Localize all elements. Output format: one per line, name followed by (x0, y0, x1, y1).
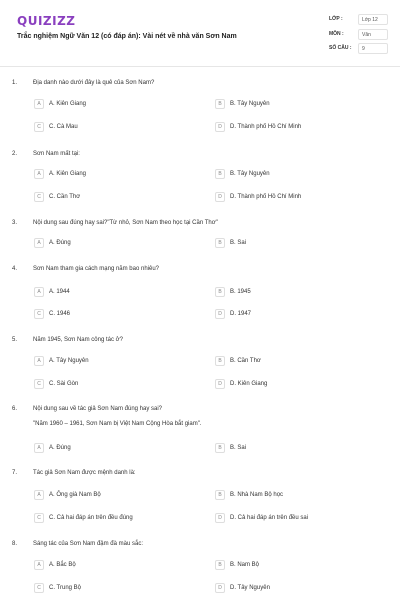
option-text: C. Trung Bộ (49, 585, 82, 591)
option-text: B. 1945 (230, 289, 251, 295)
option-letter-box: D (215, 379, 225, 389)
meta-grade (329, 14, 387, 25)
option-text: C. 1946 (49, 311, 71, 317)
option-text: C. Cần Thơ (49, 194, 81, 200)
option-text: B. Tây Nguyên (230, 171, 270, 177)
option-text: D. Thành phố Hồ Chí Minh (230, 124, 302, 130)
option-letter-box: A (34, 238, 44, 248)
option-text: C. Sài Gòn (49, 381, 79, 387)
option-text: B. Tây Nguyên (230, 101, 270, 107)
question-number: 5. (12, 337, 18, 343)
option-letter-box: A (34, 99, 44, 109)
meta-value: 9 (358, 43, 388, 54)
option-text: A. Đúng (49, 240, 71, 246)
meta-label: MÔN : (329, 31, 344, 37)
question-number: 7. (12, 470, 18, 476)
option-letter-box: D (215, 583, 225, 593)
option-text: C. Cà Mau (49, 124, 78, 130)
page-title: Trắc nghiệm Ngữ Văn 12 (có đáp án): Vài nét về nhà văn Sơn Nam (17, 33, 237, 40)
option-letter-box: C (34, 379, 44, 389)
question-text: Nội dung sau về tác giả Sơn Nam đúng hay sai? (33, 406, 163, 412)
option-letter-box: A (34, 443, 44, 453)
option-text: D. 1947 (230, 311, 252, 317)
question-text: Sơn Nam mất tại: (33, 151, 80, 157)
option-text: D. Cả hai đáp án trên đều sai (230, 515, 309, 521)
meta-value: Lớp 12 (358, 14, 388, 25)
question-number: 6. (12, 406, 18, 412)
option-letter-box: D (215, 513, 225, 523)
option-letter-box: D (215, 192, 225, 202)
option-text: D. Thành phố Hồ Chí Minh (230, 194, 302, 200)
question-number: 8. (12, 541, 18, 547)
option-text: B. Sai (230, 240, 247, 246)
option-text: A. Tây Nguyên (49, 358, 89, 364)
option-letter-box: B (215, 238, 225, 248)
option-letter-box: B (215, 490, 225, 500)
question-number: 2. (12, 151, 18, 157)
meta-count (329, 43, 387, 54)
option-text: A. Kiên Giang (49, 101, 87, 107)
header-divider (0, 66, 400, 67)
option-letter-box: C (34, 309, 44, 319)
option-text: A. 1944 (49, 289, 70, 295)
option-text: A. Ông già Nam Bộ (49, 492, 101, 498)
meta-label: SỐ CÂU : (329, 45, 352, 51)
option-letter-box: B (215, 443, 225, 453)
option-letter-box: B (215, 356, 225, 366)
option-letter-box: C (34, 513, 44, 523)
option-text: B. Nhà Nam Bộ học (230, 492, 284, 498)
option-text: D. Tây Nguyên (230, 585, 270, 591)
option-letter-box: A (34, 169, 44, 179)
option-letter-box: C (34, 122, 44, 132)
option-letter-box: B (215, 287, 225, 297)
option-letter-box: D (215, 122, 225, 132)
question-number: 1. (12, 80, 18, 86)
option-text: B. Nam Bộ (230, 562, 260, 568)
option-text: A. Đúng (49, 445, 71, 451)
option-letter-box: A (34, 356, 44, 366)
meta-subject (329, 29, 387, 40)
question-text: Sơn Nam tham gia cách mạng năm bao nhiêu? (33, 266, 160, 272)
meta-value: Văn (358, 29, 388, 40)
question-text: Nội dung sau đúng hay sai?"Từ nhỏ, Sơn Nam theo học tại Cần Thơ" (33, 220, 218, 226)
option-text: B. Sai (230, 445, 247, 451)
question-text: Tác giả Sơn Nam được mệnh danh là: (33, 470, 136, 476)
question-text: Sáng tác của Sơn Nam đậm đà màu sắc: (33, 541, 143, 547)
question-quote: "Năm 1960 – 1961, Sơn Nam bị Việt Nam Cộng Hòa bắt giam". (33, 421, 202, 427)
option-text: C. Cả hai đáp án trên đều đúng (49, 515, 133, 521)
option-letter-box: C (34, 583, 44, 593)
option-text: A. Kiên Giang (49, 171, 87, 177)
question-number: 4. (12, 266, 18, 272)
option-letter-box: B (215, 169, 225, 179)
option-text: B. Cần Thơ (230, 358, 261, 364)
option-letter-box: D (215, 309, 225, 319)
option-letter-box: A (34, 287, 44, 297)
option-text: D. Kiên Giang (230, 381, 268, 387)
option-letter-box: B (215, 560, 225, 570)
question-text: Năm 1945, Sơn Nam công tác ở? (33, 337, 123, 343)
quizizz-logo: QUIZIZZ (17, 14, 76, 28)
question-number: 3. (12, 220, 18, 226)
meta-label: LỚP : (329, 16, 343, 22)
option-letter-box: B (215, 99, 225, 109)
question-text: Địa danh nào dưới đây là quê của Sơn Nam? (33, 80, 155, 86)
header (0, 0, 400, 66)
option-letter-box: A (34, 490, 44, 500)
option-text: A. Bắc Bộ (49, 562, 76, 568)
option-letter-box: C (34, 192, 44, 202)
option-letter-box: A (34, 560, 44, 570)
